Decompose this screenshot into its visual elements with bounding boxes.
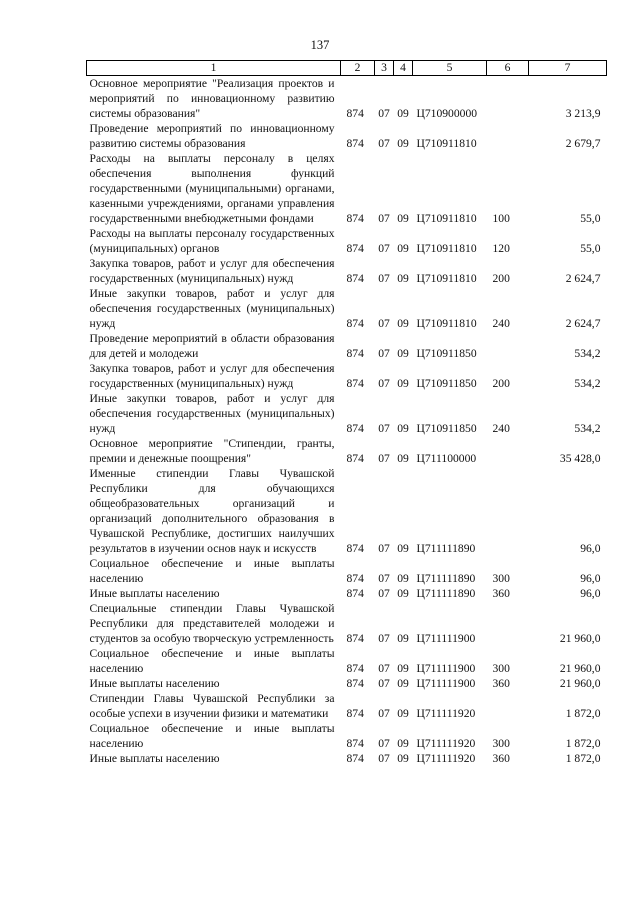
row-amount: 534,2 [574,422,601,435]
row-target-article: Ц711111890 [416,542,476,555]
row-name: Иные закупки товаров, работ и услуг для обеспечения государственных (муниципальных) нужд [89,287,335,330]
row-expense-type: 300 [492,662,510,675]
row-amount: 534,2 [574,347,601,360]
table-row [87,361,607,391]
row-target-article: Ц710911850 [416,422,477,435]
row-amount: 55,0 [580,212,601,225]
row-section-code: 07 [378,272,390,285]
column-header: 1 [87,61,341,76]
row-name: Специальные стипендии Главы Чувашской Республики для представителей молодежи и студентов за особую творческую устремленность [89,602,335,645]
row-target-article: Ц711100000 [416,452,477,465]
row-subsection-code: 09 [397,707,409,720]
row-section-code: 07 [378,662,390,675]
row-gr-code: 874 [346,347,364,360]
row-amount: 534,2 [574,377,601,390]
table-row [87,586,607,601]
table-header [87,61,607,76]
table-row [87,331,607,361]
table-row [87,256,607,286]
row-section-code: 07 [378,242,390,255]
column-header: 3 [375,61,394,76]
table-row [87,76,607,122]
row-section-code: 07 [378,452,390,465]
column-header: 7 [529,61,607,76]
row-name: Проведение мероприятий в области образования для детей и молодежи [89,332,335,360]
row-name: Основное мероприятие "Стипендии, гранты, премии и денежные поощрения" [89,437,335,465]
row-expense-type: 200 [492,377,510,390]
row-expense-type [487,601,529,646]
row-amount: 1 872,0 [565,707,601,720]
row-gr-code: 874 [346,242,364,255]
row-subsection-code: 09 [397,752,409,765]
row-gr-code: 874 [346,587,364,600]
row-expense-type: 120 [492,242,510,255]
row-target-article: Ц711111920 [416,752,476,765]
table-row [87,121,607,151]
table-row [87,676,607,691]
row-subsection-code: 09 [397,542,409,555]
row-gr-code: 874 [346,707,364,720]
row-gr-code: 874 [346,752,364,765]
row-name: Проведение мероприятий по инновационному развитию системы образования [89,122,335,150]
table-row [87,751,607,766]
row-target-article: Ц711111900 [416,677,476,690]
row-section-code: 07 [378,752,390,765]
table-row [87,436,607,466]
row-subsection-code: 09 [397,377,409,390]
table-row [87,391,607,436]
row-expense-type [487,466,529,556]
row-gr-code: 874 [346,107,364,120]
row-name: Основное мероприятие "Реализация проектов и мероприятий по инновационному развитию системы образования" [89,77,335,120]
row-subsection-code: 09 [397,272,409,285]
row-amount: 21 960,0 [559,662,601,675]
table-row [87,601,607,646]
row-gr-code: 874 [346,677,364,690]
row-subsection-code: 09 [397,572,409,585]
row-target-article: Ц711111890 [416,587,476,600]
row-name: Иные закупки товаров, работ и услуг для обеспечения государственных (муниципальных) нужд [89,392,335,435]
row-target-article: Ц710900000 [416,107,478,120]
row-expense-type [487,76,529,122]
row-amount: 2 624,7 [565,272,601,285]
row-section-code: 07 [378,377,390,390]
row-name: Закупка товаров, работ и услуг для обеспечения государственных (муниципальных) нужд [89,257,335,285]
row-subsection-code: 09 [397,662,409,675]
row-amount: 2 679,7 [565,137,601,150]
row-target-article: Ц710911810 [416,242,477,255]
table-row [87,556,607,586]
row-name: Расходы на выплаты персоналу в целях обеспечения выполнения функций государственными (муниципальными) органами, казенными учреждениями, органами управления государственными внебюджетными фондами [89,152,335,225]
row-gr-code: 874 [346,737,364,750]
row-expense-type: 240 [492,317,510,330]
row-expense-type: 360 [492,587,510,600]
row-subsection-code: 09 [397,632,409,645]
row-subsection-code: 09 [397,737,409,750]
row-expense-type: 100 [492,212,510,225]
row-expense-type: 300 [492,737,510,750]
row-gr-code: 874 [346,632,364,645]
row-subsection-code: 09 [397,587,409,600]
row-gr-code: 874 [346,422,364,435]
table-row [87,646,607,676]
row-expense-type [487,331,529,361]
row-amount: 2 624,7 [565,317,601,330]
row-gr-code: 874 [346,317,364,330]
row-target-article: Ц710911810 [416,212,477,225]
row-gr-code: 874 [346,137,364,150]
row-name: Стипендии Главы Чувашской Республики за особые успехи в изучении физики и математики [89,692,335,720]
row-section-code: 07 [378,107,390,120]
row-amount: 21 960,0 [559,632,601,645]
row-section-code: 07 [378,587,390,600]
row-gr-code: 874 [346,212,364,225]
row-expense-type: 360 [492,752,510,765]
row-gr-code: 874 [346,572,364,585]
row-section-code: 07 [378,707,390,720]
row-target-article: Ц710911850 [416,377,477,390]
row-section-code: 07 [378,542,390,555]
column-header: 4 [394,61,413,76]
row-target-article: Ц710911810 [416,272,477,285]
row-gr-code: 874 [346,377,364,390]
row-subsection-code: 09 [397,347,409,360]
column-header: 5 [413,61,487,76]
row-expense-type: 240 [492,422,510,435]
table-row [87,721,607,751]
row-subsection-code: 09 [397,137,409,150]
row-gr-code: 874 [346,452,364,465]
row-expense-type: 360 [492,677,510,690]
row-section-code: 07 [378,212,390,225]
row-amount: 55,0 [580,242,601,255]
row-amount: 1 872,0 [565,752,601,765]
row-expense-type [487,436,529,466]
row-subsection-code: 09 [397,317,409,330]
row-target-article: Ц710911850 [416,347,477,360]
row-subsection-code: 09 [397,107,409,120]
row-amount: 96,0 [580,587,601,600]
row-subsection-code: 09 [397,452,409,465]
row-name: Социальное обеспечение и иные выплаты населению [89,647,335,675]
row-subsection-code: 09 [397,677,409,690]
row-name: Именные стипендии Главы Чувашской Республики для обучающихся общеобразовательных организаций и организаций дополнительного образования в Чувашской Республике, достигших наилучших результатов в изучении основ наук и искусств [89,467,335,555]
row-target-article: Ц710911810 [416,137,477,150]
page-number: 137 [310,38,330,52]
row-name: Иные выплаты населению [89,587,220,600]
column-header: 6 [487,61,529,76]
row-section-code: 07 [378,137,390,150]
row-name: Иные выплаты населению [89,677,220,690]
row-subsection-code: 09 [397,422,409,435]
table-body [87,76,607,767]
row-name: Социальное обеспечение и иные выплаты населению [89,557,335,585]
row-target-article: Ц711111920 [416,707,476,720]
row-section-code: 07 [378,347,390,360]
row-expense-type: 300 [492,572,510,585]
row-name: Иные выплаты населению [89,752,220,765]
row-name: Расходы на выплаты персоналу государственных (муниципальных) органов [89,227,335,255]
row-target-article: Ц711111890 [416,572,476,585]
row-expense-type [487,691,529,721]
column-header: 2 [341,61,375,76]
row-amount: 96,0 [580,542,601,555]
row-amount: 3 213,9 [565,107,601,120]
row-section-code: 07 [378,737,390,750]
row-amount: 35 428,0 [559,452,601,465]
row-section-code: 07 [378,422,390,435]
row-target-article: Ц710911810 [416,317,477,330]
header-row [87,61,607,76]
table-row [87,226,607,256]
row-amount: 21 960,0 [559,677,601,690]
row-gr-code: 874 [346,272,364,285]
row-target-article: Ц711111920 [416,737,476,750]
row-amount: 1 872,0 [565,737,601,750]
table-row [87,286,607,331]
row-subsection-code: 09 [397,212,409,225]
row-gr-code: 874 [346,542,364,555]
row-name: Закупка товаров, работ и услуг для обеспечения государственных (муниципальных) нужд [89,362,335,390]
row-section-code: 07 [378,677,390,690]
budget-table [86,60,607,766]
row-section-code: 07 [378,572,390,585]
row-name: Социальное обеспечение и иные выплаты населению [89,722,335,750]
row-subsection-code: 09 [397,242,409,255]
row-section-code: 07 [378,632,390,645]
row-target-article: Ц711111900 [416,662,476,675]
row-expense-type [487,121,529,151]
table-row [87,466,607,556]
row-gr-code: 874 [346,662,364,675]
row-section-code: 07 [378,317,390,330]
row-target-article: Ц711111900 [416,632,476,645]
row-expense-type: 200 [492,272,510,285]
row-amount: 96,0 [580,572,601,585]
table-row [87,151,607,226]
table-row [87,691,607,721]
